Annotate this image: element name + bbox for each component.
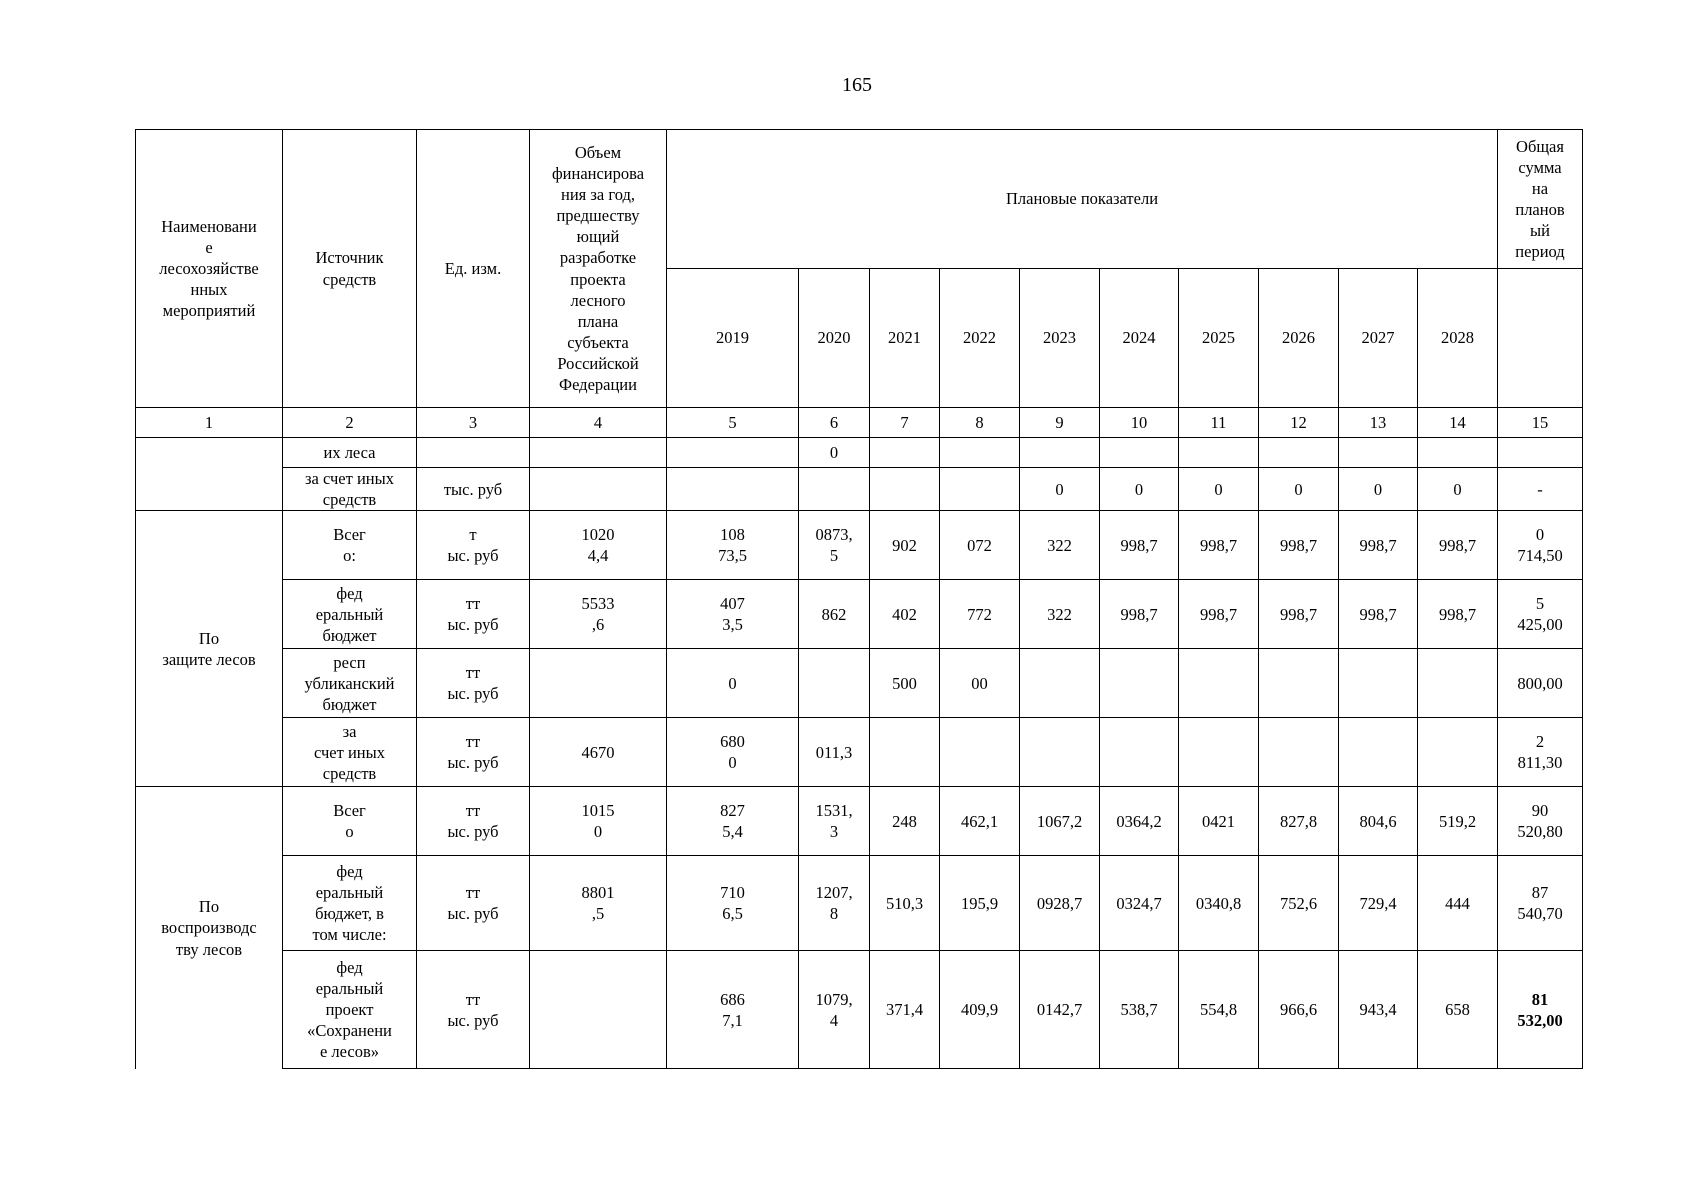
year-cell (1339, 649, 1418, 718)
header-year: 2028 (1418, 269, 1498, 408)
volume-cell (530, 951, 667, 1069)
year-cell: 0 (667, 649, 799, 718)
year-cell (1020, 649, 1100, 718)
year-cell: 322 (1020, 580, 1100, 649)
unit-cell: тт ыс. руб (417, 787, 530, 856)
year-cell: 500 (870, 649, 940, 718)
year-cell: 510,3 (870, 856, 940, 951)
column-number: 12 (1259, 408, 1339, 438)
year-cell: 998,7 (1339, 511, 1418, 580)
table-row (136, 468, 1583, 511)
source-cell: фед еральный бюджет, в том числе: (283, 856, 417, 951)
header-year: 2022 (940, 269, 1020, 408)
table-row (136, 649, 1583, 718)
header-plan: Плановые показатели (667, 130, 1498, 269)
header-volume: Объем финансирова ния за год, предшеству ющий разработке проекта лесного плана субъекта Российской Федерации (530, 130, 667, 408)
year-cell: 1207, 8 (799, 856, 870, 951)
year-cell: 902 (870, 511, 940, 580)
year-cell (1100, 718, 1179, 787)
year-cell (940, 438, 1020, 468)
header-year: 2021 (870, 269, 940, 408)
total-cell: 81 532,00 (1498, 951, 1583, 1069)
volume-cell: 1020 4,4 (530, 511, 667, 580)
year-cell: 862 (799, 580, 870, 649)
year-cell: 0928,7 (1020, 856, 1100, 951)
table-row (136, 856, 1583, 951)
year-cell: 966,6 (1259, 951, 1339, 1069)
year-cell (870, 468, 940, 511)
total-cell: 87 540,70 (1498, 856, 1583, 951)
source-cell: за счет иных средств (283, 718, 417, 787)
column-number: 13 (1339, 408, 1418, 438)
table-row (136, 787, 1583, 856)
column-number: 8 (940, 408, 1020, 438)
year-cell: 0324,7 (1100, 856, 1179, 951)
year-cell: 0 (1020, 468, 1100, 511)
total-cell: - (1498, 468, 1583, 511)
year-cell (1100, 649, 1179, 718)
year-cell: 943,4 (1339, 951, 1418, 1069)
source-cell: фед еральный проект «Сохранени е лесов» (283, 951, 417, 1069)
volume-cell (530, 468, 667, 511)
forestry-financing-table (135, 129, 1583, 1069)
year-cell: 554,8 (1179, 951, 1259, 1069)
total-cell: 2 811,30 (1498, 718, 1583, 787)
year-cell (1100, 438, 1179, 468)
group-name-forest-reproduction: По воспроизводс тву лесов (136, 787, 283, 1069)
header-total: Общая сумма на планов ый период (1498, 130, 1583, 269)
year-cell: 0 (1339, 468, 1418, 511)
year-cell: 827 5,4 (667, 787, 799, 856)
source-cell: за счет иных средств (283, 468, 417, 511)
unit-cell: тт ыс. руб (417, 856, 530, 951)
table-row (136, 580, 1583, 649)
header-year: 2020 (799, 269, 870, 408)
header-year: 2027 (1339, 269, 1418, 408)
volume-cell (530, 438, 667, 468)
column-number: 3 (417, 408, 530, 438)
year-cell (940, 718, 1020, 787)
year-cell: 710 6,5 (667, 856, 799, 951)
year-cell: 0873, 5 (799, 511, 870, 580)
year-cell (667, 438, 799, 468)
year-cell: 248 (870, 787, 940, 856)
column-number: 2 (283, 408, 417, 438)
year-cell: 1531, 3 (799, 787, 870, 856)
year-cell: 658 (1418, 951, 1498, 1069)
column-number: 15 (1498, 408, 1583, 438)
unit-cell: тт ыс. руб (417, 649, 530, 718)
unit-cell: тт ыс. руб (417, 718, 530, 787)
header-year: 2024 (1100, 269, 1179, 408)
year-cell: 072 (940, 511, 1020, 580)
column-number: 4 (530, 408, 667, 438)
column-number: 5 (667, 408, 799, 438)
source-cell: респ убликанский бюджет (283, 649, 417, 718)
year-cell: 680 0 (667, 718, 799, 787)
year-cell (1020, 718, 1100, 787)
year-cell: 729,4 (1339, 856, 1418, 951)
year-cell: 0340,8 (1179, 856, 1259, 951)
year-cell: 444 (1418, 856, 1498, 951)
year-cell (1418, 718, 1498, 787)
group-name-empty (136, 438, 283, 511)
table-row (136, 511, 1583, 580)
year-cell: 0421 (1179, 787, 1259, 856)
year-cell: 371,4 (870, 951, 940, 1069)
group-name-forest-protection: По защите лесов (136, 511, 283, 787)
year-cell: 407 3,5 (667, 580, 799, 649)
year-cell (667, 468, 799, 511)
year-cell: 686 7,1 (667, 951, 799, 1069)
year-cell: 998,7 (1259, 580, 1339, 649)
year-cell: 0 (1259, 468, 1339, 511)
year-cell: 108 73,5 (667, 511, 799, 580)
column-number: 7 (870, 408, 940, 438)
year-cell (799, 468, 870, 511)
year-cell: 998,7 (1259, 511, 1339, 580)
column-number: 9 (1020, 408, 1100, 438)
year-cell: 0142,7 (1020, 951, 1100, 1069)
total-cell: 90 520,80 (1498, 787, 1583, 856)
table-row (136, 438, 1583, 468)
unit-cell: т ыс. руб (417, 511, 530, 580)
header-year: 2025 (1179, 269, 1259, 408)
year-cell: 462,1 (940, 787, 1020, 856)
year-cell: 998,7 (1100, 511, 1179, 580)
column-number: 1 (136, 408, 283, 438)
year-cell (1179, 718, 1259, 787)
year-cell: 538,7 (1100, 951, 1179, 1069)
year-cell: 752,6 (1259, 856, 1339, 951)
source-cell: их леса (283, 438, 417, 468)
year-cell: 519,2 (1418, 787, 1498, 856)
volume-cell: 8801 ,5 (530, 856, 667, 951)
source-cell: Всег о: (283, 511, 417, 580)
unit-cell (417, 438, 530, 468)
column-number: 6 (799, 408, 870, 438)
year-cell (1179, 438, 1259, 468)
table-row (136, 718, 1583, 787)
year-cell: 409,9 (940, 951, 1020, 1069)
volume-cell: 5533 ,6 (530, 580, 667, 649)
volume-cell (530, 649, 667, 718)
page-number: 165 (842, 74, 872, 96)
header-source: Источник средств (283, 130, 417, 408)
year-cell: 322 (1020, 511, 1100, 580)
year-cell (1259, 718, 1339, 787)
column-number: 11 (1179, 408, 1259, 438)
header-year: 2026 (1259, 269, 1339, 408)
year-cell: 998,7 (1339, 580, 1418, 649)
year-cell: 998,7 (1418, 511, 1498, 580)
volume-cell: 1015 0 (530, 787, 667, 856)
column-number: 10 (1100, 408, 1179, 438)
year-cell: 195,9 (940, 856, 1020, 951)
header-total-empty (1498, 269, 1583, 408)
header-unit: Ед. изм. (417, 130, 530, 408)
total-cell: 0 714,50 (1498, 511, 1583, 580)
column-numbers-row (136, 408, 1583, 438)
year-cell (1418, 438, 1498, 468)
year-cell: 998,7 (1179, 580, 1259, 649)
header-year: 2023 (1020, 269, 1100, 408)
year-cell (940, 468, 1020, 511)
unit-cell: тт ыс. руб (417, 580, 530, 649)
total-cell: 800,00 (1498, 649, 1583, 718)
total-cell (1498, 438, 1583, 468)
source-cell: фед еральный бюджет (283, 580, 417, 649)
year-cell: 1079, 4 (799, 951, 870, 1069)
year-cell: 998,7 (1100, 580, 1179, 649)
unit-cell: тыс. руб (417, 468, 530, 511)
year-cell: 827,8 (1259, 787, 1339, 856)
total-cell: 5 425,00 (1498, 580, 1583, 649)
year-cell (1020, 438, 1100, 468)
year-cell: 0 (799, 438, 870, 468)
column-number: 14 (1418, 408, 1498, 438)
year-cell (1179, 649, 1259, 718)
table-row (136, 951, 1583, 1069)
year-cell: 0 (1100, 468, 1179, 511)
year-cell: 998,7 (1418, 580, 1498, 649)
year-cell (1259, 438, 1339, 468)
year-cell: 011,3 (799, 718, 870, 787)
year-cell: 402 (870, 580, 940, 649)
year-cell: 998,7 (1179, 511, 1259, 580)
year-cell (1259, 649, 1339, 718)
year-cell: 804,6 (1339, 787, 1418, 856)
header-name: Наименовани е лесохозяйстве нных мероприятий (136, 130, 283, 408)
year-cell: 0 (1179, 468, 1259, 511)
year-cell (1418, 649, 1498, 718)
unit-cell: тт ыс. руб (417, 951, 530, 1069)
year-cell: 1067,2 (1020, 787, 1100, 856)
year-cell (799, 649, 870, 718)
year-cell (1339, 438, 1418, 468)
year-cell (1339, 718, 1418, 787)
volume-cell: 4670 (530, 718, 667, 787)
source-cell: Всег о (283, 787, 417, 856)
year-cell: 772 (940, 580, 1020, 649)
year-cell: 0 (1418, 468, 1498, 511)
year-cell: 0364,2 (1100, 787, 1179, 856)
header-year: 2019 (667, 269, 799, 408)
year-cell (870, 438, 940, 468)
year-cell (870, 718, 940, 787)
year-cell: 00 (940, 649, 1020, 718)
